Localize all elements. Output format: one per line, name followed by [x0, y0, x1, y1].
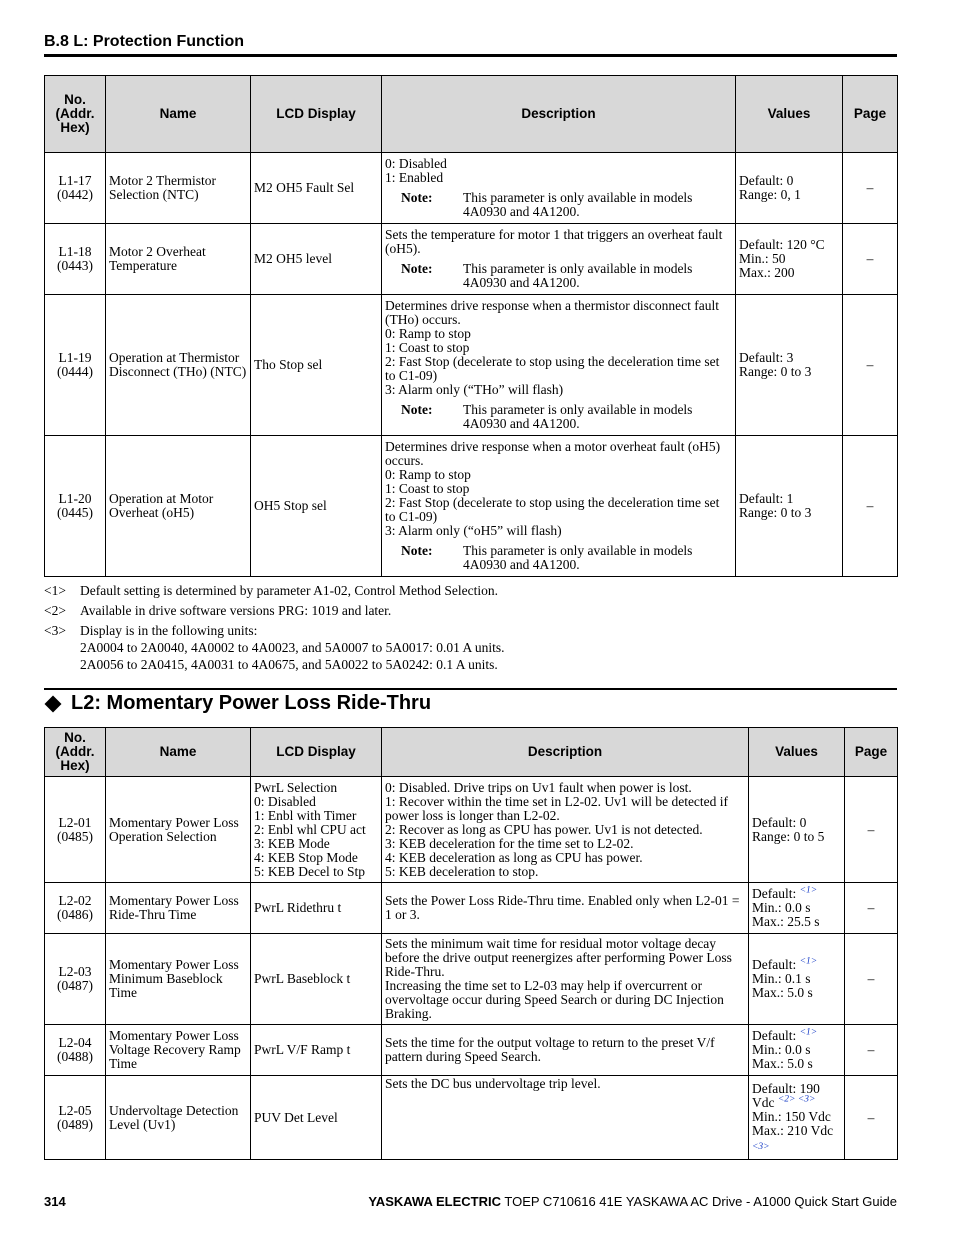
param-values: Default: 3 Range: 0 to 3	[736, 295, 843, 436]
param-number: L2-01 (0485)	[45, 777, 106, 883]
param-description: Determines drive response when a motor overheat fault (oH5) occurs. 0: Ramp to stop 1: Coast to stop 2: Fast Stop (decelerate to stop using the deceleration time set to C1-09) 3: Alarm only (“oH5” will flash)	[385, 439, 721, 538]
param-description: Sets the minimum wait time for residual motor voltage decay before the drive output reenergizes after performing Power Loss Ride-Thru. Increasing the time set to L2-03 may help if overcurrent or overvoltage occur during Speed Search or during DC Injection Braking.	[382, 934, 749, 1025]
note-label: Note:	[401, 190, 433, 205]
footnote	[44, 582, 897, 599]
values-range: Min.: 0.1 s Max.: 5.0 s	[752, 971, 813, 1000]
param-page: –	[845, 1076, 898, 1160]
col-header-values: Values	[749, 728, 845, 777]
param-lcd: PwrL V/F Ramp t	[251, 1025, 382, 1076]
param-description: Sets the DC bus undervoltage trip level.	[382, 1076, 749, 1160]
param-lcd: M2 OH5 level	[251, 224, 382, 295]
col-header-lcd: LCD Display	[251, 728, 382, 777]
values-default: Default: 190	[752, 1080, 820, 1096]
diamond-bullet-icon	[45, 695, 62, 712]
param-number: L2-03 (0487)	[45, 934, 106, 1025]
note-text: This parameter is only available in models 4A0930 and 4A1200.	[463, 190, 693, 219]
param-description: Determines drive response when a thermistor disconnect fault (THo) occurs. 0: Ramp to stop 1: Coast to stop 2: Fast Stop (decelerate to stop using the deceleration time set to C1-09) 3: Alarm only (“THo” will flash)	[385, 298, 720, 397]
table-row	[45, 1025, 898, 1076]
table-header-row	[45, 76, 898, 153]
param-values: Default: 1 Range: 0 to 3	[736, 436, 843, 577]
note-label: Note:	[401, 543, 433, 558]
footnote	[44, 622, 897, 673]
note-label: Note:	[401, 402, 433, 417]
header-rule	[44, 54, 897, 57]
footnote-ref-link[interactable]: <2> <3>	[777, 1094, 816, 1104]
values-default: Default:	[752, 957, 797, 972]
footer-doc-title: TOEP C710616 41E YASKAWA AC Drive - A1000 Quick Start Guide	[504, 1194, 897, 1209]
table-row	[45, 1076, 898, 1160]
footnote-ref-link[interactable]: <1>	[799, 1027, 818, 1038]
param-lcd: PUV Det Level	[251, 1076, 382, 1160]
note-label: Note:	[401, 261, 433, 276]
col-header-lcd: LCD Display	[251, 76, 382, 153]
param-name: Operation at Motor Overheat (oH5)	[106, 436, 251, 577]
param-number: L2-04 (0488)	[45, 1025, 106, 1076]
param-values	[749, 1076, 845, 1160]
param-name: Momentary Power Loss Operation Selection	[106, 777, 251, 883]
param-values	[749, 1025, 845, 1076]
param-number: L1-18 (0443)	[45, 224, 106, 295]
table-row	[45, 777, 898, 883]
page-number: 314	[44, 1194, 66, 1209]
section-title	[44, 692, 431, 715]
values-unit: Vdc	[752, 1094, 775, 1110]
footnote-key: <3>	[44, 623, 66, 638]
param-number: L2-05 (0489)	[45, 1076, 106, 1160]
param-number: L1-20 (0445)	[45, 436, 106, 577]
footnote-key: <1>	[44, 583, 66, 598]
param-page: –	[845, 934, 898, 1025]
param-name: Motor 2 Thermistor Selection (NTC)	[106, 153, 251, 224]
table-row	[45, 153, 898, 224]
param-name: Operation at Thermistor Disconnect (THo) (NTC)	[106, 295, 251, 436]
footer-doc-info	[368, 1194, 897, 1209]
param-description-cell	[382, 153, 736, 224]
note	[385, 544, 732, 572]
values-max: Max.: 210 Vdc	[752, 1122, 834, 1138]
table-row	[45, 436, 898, 577]
table-row	[45, 934, 898, 1025]
col-header-name: Name	[106, 728, 251, 777]
footnotes	[44, 582, 897, 676]
param-name: Momentary Power Loss Ride-Thru Time	[106, 883, 251, 934]
table-row	[45, 883, 898, 934]
param-lcd: PwrL Ridethru t	[251, 883, 382, 934]
l1-parameter-table	[44, 75, 898, 577]
table-row	[45, 224, 898, 295]
param-lcd: OH5 Stop sel	[251, 436, 382, 577]
footnote-text: Default setting is determined by parameter A1-02, Control Method Selection.	[80, 583, 499, 598]
param-description: Sets the Power Loss Ride-Thru time. Enabled only when L2-01 = 1 or 3.	[382, 883, 749, 934]
note-text: This parameter is only available in models 4A0930 and 4A1200.	[463, 543, 693, 572]
values-default: Default:	[752, 886, 797, 901]
param-page: –	[845, 1025, 898, 1076]
param-description: Sets the time for the output voltage to return to the preset V/f pattern during Speed Search.	[382, 1025, 749, 1076]
param-name: Motor 2 Overheat Temperature	[106, 224, 251, 295]
param-name: Momentary Power Loss Voltage Recovery Ramp Time	[106, 1025, 251, 1076]
values-min: Min.: 150 Vdc	[752, 1108, 831, 1124]
values-range: Min.: 0.0 s Max.: 5.0 s	[752, 1042, 813, 1071]
footnote-ref-link[interactable]: <1>	[799, 956, 818, 967]
col-header-page: Page	[843, 76, 898, 153]
section-title-text: L2: Momentary Power Loss Ride-Thru	[71, 692, 432, 714]
param-values: Default: 0 Range: 0 to 5	[749, 777, 845, 883]
col-header-no: No. (Addr. Hex)	[45, 728, 106, 777]
col-header-no: No. (Addr. Hex)	[45, 76, 106, 153]
col-header-description: Description	[382, 76, 736, 153]
note-text: This parameter is only available in models 4A0930 and 4A1200.	[463, 402, 693, 431]
col-header-name: Name	[106, 76, 251, 153]
footnote-key: <2>	[44, 603, 66, 618]
param-page: –	[843, 224, 898, 295]
param-number: L1-19 (0444)	[45, 295, 106, 436]
param-lcd: PwrL Selection 0: Disabled 1: Enbl with Timer 2: Enbl whl CPU act 3: KEB Mode 4: KEB Stop Mode 5: KEB Decel to Stp	[251, 777, 382, 883]
param-page: –	[845, 777, 898, 883]
footnote-text: Available in drive software versions PRG: 1019 and later.	[80, 603, 392, 618]
table-row	[45, 295, 898, 436]
col-header-page: Page	[845, 728, 898, 777]
param-name: Momentary Power Loss Minimum Baseblock Time	[106, 934, 251, 1025]
col-header-description: Description	[382, 728, 749, 777]
footnote-ref-link[interactable]: <1>	[799, 885, 818, 896]
footnote-ref-link[interactable]: <3>	[752, 1141, 770, 1152]
section-header: B.8 L: Protection Function	[44, 33, 244, 50]
table-header-row	[45, 728, 898, 777]
param-page: –	[843, 436, 898, 577]
note-text: This parameter is only available in models 4A0930 and 4A1200.	[463, 261, 693, 290]
values-range: Min.: 0.0 s Max.: 25.5 s	[752, 900, 820, 929]
values-default: Default:	[752, 1028, 797, 1043]
param-description-cell	[382, 436, 736, 577]
param-description-cell	[382, 295, 736, 436]
col-header-values: Values	[736, 76, 843, 153]
param-description: 0: Disabled 1: Enabled	[385, 156, 447, 185]
param-lcd: PwrL Baseblock t	[251, 934, 382, 1025]
footer-brand: YASKAWA ELECTRIC	[368, 1194, 501, 1209]
note	[385, 262, 732, 290]
param-lcd: Tho Stop sel	[251, 295, 382, 436]
param-name: Undervoltage Detection Level (Uv1)	[106, 1076, 251, 1160]
param-number: L2-02 (0486)	[45, 883, 106, 934]
param-lcd: M2 OH5 Fault Sel	[251, 153, 382, 224]
footnote-text: Display is in the following units: 2A0004 to 2A0040, 4A0002 to 4A0023, and 5A0007 to 5A0017: 0.01 A units. 2A0056 to 2A0415, 4A0031 to 4A0675, and 5A0022 to 5A0242: 0.1 A units.	[80, 623, 505, 672]
param-description: 0: Disabled. Drive trips on Uv1 fault when power is lost. 1: Recover within the time set in L2-02. Uv1 will be detected if power loss is longer than L2-02. 2: Recover as long as CPU has power. Uv1 is not detected. 3: KEB deceleration for the time set to L2-02. 4: KEB deceleration as long as CPU has power. 5: KEB deceleration to stop.	[382, 777, 749, 883]
param-description: Sets the temperature for motor 1 that triggers an overheat fault (oH5).	[385, 227, 723, 256]
l2-parameter-table	[44, 727, 898, 1160]
param-page: –	[843, 153, 898, 224]
param-values	[749, 883, 845, 934]
param-page: –	[843, 295, 898, 436]
note	[385, 191, 732, 219]
param-values: Default: 120 °C Min.: 50 Max.: 200	[736, 224, 843, 295]
param-values	[749, 934, 845, 1025]
footnote	[44, 602, 897, 619]
param-number: L1-17 (0442)	[45, 153, 106, 224]
section-rule	[44, 688, 897, 690]
param-page: –	[845, 883, 898, 934]
param-description-cell	[382, 224, 736, 295]
note	[385, 403, 732, 431]
param-values: Default: 0 Range: 0, 1	[736, 153, 843, 224]
